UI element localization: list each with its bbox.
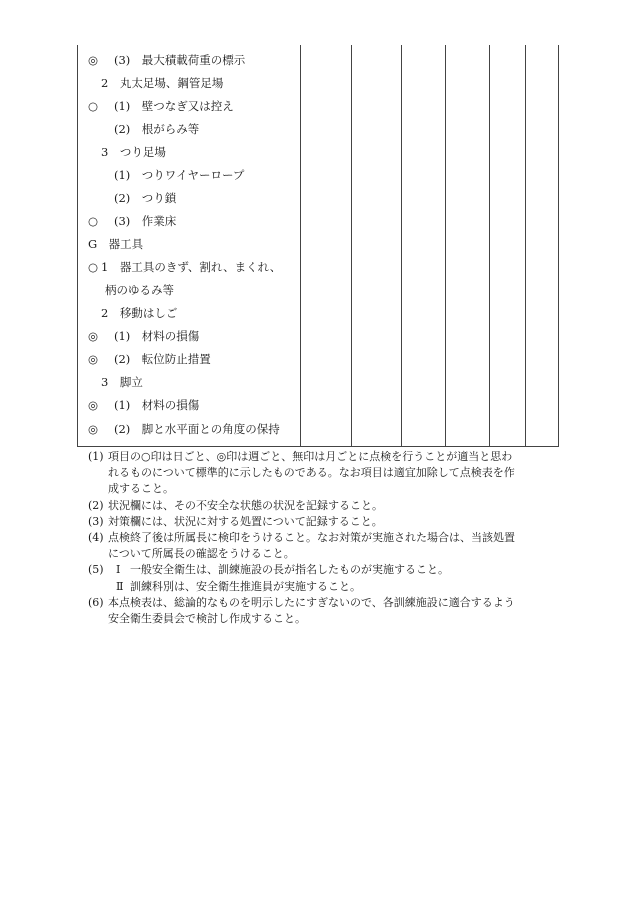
footnote-line: について所属長の確認をうけること。 (108, 547, 295, 561)
frequency-mark: ○ (88, 260, 99, 274)
footnote-line: れるものについて標準的に示したものである。なお項目は適宜加除して点検表を作 (108, 466, 515, 480)
item-text: 柄のゆるみ等 (105, 283, 174, 297)
footnote (88, 514, 558, 530)
footnote-line: 点検終了後は所属長に検印をうけること。なお対策が実施された場合は、当該処置 (108, 531, 515, 545)
footnote-number: (3) (88, 514, 104, 528)
roman-numeral: Ⅰ (116, 563, 121, 577)
item-text: 1 器工具のきず、割れ、まくれ、 (101, 260, 282, 274)
item-text: (1) 材料の損傷 (114, 329, 200, 343)
frequency-mark: ◎ (88, 352, 99, 366)
frequency-mark: ○ (88, 214, 99, 228)
item-text: (2) 脚と水平面との角度の保持 (114, 422, 280, 436)
item-text: (1) 壁つなぎ又は控え (114, 99, 234, 113)
column-divider (445, 45, 446, 446)
frequency-mark: ◎ (88, 398, 99, 412)
footnote-line: 対策欄には、状況に対する処置について記録すること。 (108, 514, 383, 528)
item-text: 2 丸太足場、鋼管足場 (101, 76, 224, 90)
footnote-number: (6) (88, 595, 104, 609)
footnote-line: 安全衛生委員会で検討し作成すること。 (108, 612, 306, 626)
footnote-number: (2) (88, 498, 104, 512)
footnote (88, 562, 558, 594)
frequency-mark: ◎ (88, 53, 99, 67)
item-text: (3) 最大積載荷重の標示 (114, 53, 246, 67)
item-text: (2) つり鎖 (114, 191, 177, 205)
frequency-mark: ◎ (88, 422, 99, 436)
footnote (88, 595, 558, 627)
footnote (88, 530, 558, 562)
footnote-line: 訓練科別は、安全衛生推進員が実施すること。 (130, 579, 361, 593)
footnote (88, 498, 558, 514)
item-text: 2 移動はしご (101, 306, 178, 320)
footnote-number: (5) (88, 563, 104, 577)
roman-numeral: Ⅱ (116, 579, 124, 593)
item-text: 3 つり足場 (101, 145, 166, 159)
footnote-subitem (108, 579, 558, 595)
item-text: (2) 根がらみ等 (114, 122, 200, 136)
frequency-mark: ◎ (88, 329, 99, 343)
column-divider (525, 45, 526, 446)
footnote-line: 本点検表は、総論的なものを明示したにすぎないので、各訓練施設に適合するよう (108, 595, 515, 609)
footnote (88, 449, 558, 498)
footnote-number: (1) (88, 450, 104, 463)
column-divider (300, 45, 301, 446)
column-divider (401, 45, 402, 446)
footnote-line: 項目の○印は日ごと、◎印は週ごと、無印は月ごとに点検を行うことが適当と思わ (108, 450, 513, 463)
item-text: 3 脚立 (101, 375, 143, 389)
item-text: (1) つりワイヤーロープ (114, 168, 245, 182)
footnote-line: 状況欄には、その不安全な状態の状況を記録すること。 (108, 498, 383, 512)
item-text: (3) 作業床 (114, 214, 177, 228)
footnote-line: 一般安全衛生は、訓練施設の長が指名したものが実施すること。 (130, 563, 449, 577)
frequency-mark: ○ (88, 99, 99, 113)
footnotes (88, 449, 558, 627)
footnote-line: 成すること。 (108, 482, 174, 496)
footnote-subitem (108, 562, 558, 578)
footnote-number: (4) (88, 531, 104, 545)
column-divider (489, 45, 490, 446)
item-text: (2) 転位防止措置 (114, 352, 211, 366)
inspection-table (77, 45, 559, 447)
item-text: G 器工具 (88, 237, 144, 251)
item-text: (1) 材料の損傷 (114, 398, 200, 412)
column-divider (351, 45, 352, 446)
